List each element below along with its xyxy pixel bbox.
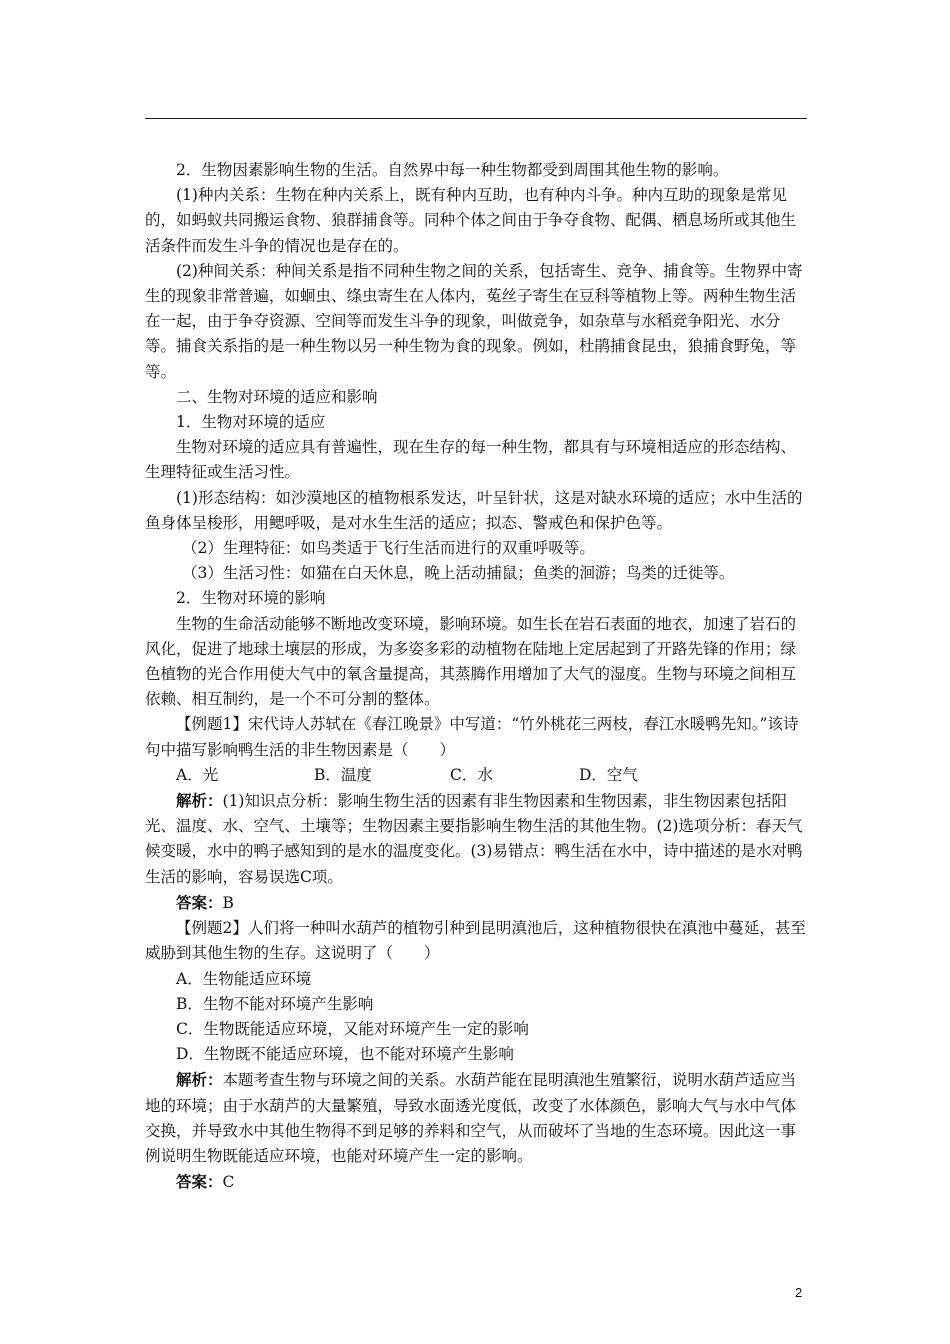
paragraph-adaptation: 生物对环境的适应具有普遍性，现在生存的每一种生物，都具有与环境相适应的形态结构、生理特征或生活习性。	[145, 438, 797, 482]
example2-analysis-label: 解析：	[176, 1070, 223, 1090]
example1-analysis-label: 解析：	[176, 791, 223, 811]
example2-option-d: D．生物既不能适应环境，也不能对环境产生影响	[176, 1045, 514, 1064]
paragraph-intraspecific: (1)种内关系：生物在种内关系上，既有种内互助，也有种内斗争。种内互助的现象是常见的，如蚂蚁共同搬运食物、狼群捕食等。同种个体之间由于争夺食物、配偶、栖息场所或其他生活条件而发生斗争的情况也是存在的。	[145, 186, 797, 255]
example2-option-a: A．生物能适应环境	[176, 969, 312, 988]
example2-option-b: B．生物不能对环境产生影响	[176, 994, 374, 1013]
example1-option-c: C．水	[450, 765, 493, 784]
example1-answer-label: 答案：	[176, 892, 223, 912]
example1-options	[145, 763, 810, 788]
paragraph-habits: （3）生活习性：如猫在白天休息，晚上活动捕鼠；鱼类的洄游；鸟类的迁徙等。	[182, 564, 735, 583]
paragraph-influence: 生物的生命活动能够不断地改变环境，影响环境。如生长在岩石表面的地衣，加速了岩石的风化，促进了地球土壤层的形成，为多姿多彩的动植物在陆地上定居起到了开路先锋的作用；绿色植物的光合作用使大气中的氧含量提高，其蒸腾作用增加了大气的湿度。生物与环境之间相互依赖、相互制约，是一个不可分割的整体。	[145, 614, 797, 709]
example2-answer-label: 答案：	[176, 1172, 223, 1192]
example2-question	[145, 916, 810, 966]
example2-analysis	[145, 1067, 810, 1169]
subheading-adaptation: 1．生物对环境的适应	[176, 413, 326, 432]
paragraph-morphology: (1)形态结构：如沙漠地区的植物根系发达，叶呈针状，这是对缺水环境的适应；水中生活的鱼身体呈梭形，用鳃呼吸，是对水生生活的适应；拟态、警戒色和保护色等。	[145, 488, 803, 532]
header-rule	[145, 118, 807, 119]
paragraph-physiology: （2）生理特征：如鸟类适于飞行生活而进行的双重呼吸等。	[182, 539, 595, 558]
example2-label: 【例题2】	[176, 919, 248, 938]
example1-option-b: B．温度	[314, 765, 372, 784]
example2-option-c: C．生物既能适应环境，又能对环境产生一定的影响	[176, 1019, 529, 1038]
section-heading-adaptation: 二、生物对环境的适应和影响	[176, 387, 378, 406]
example2-analysis-text: 本题考查生物与环境之间的关系。水葫芦能在昆明滇池生殖繁衍，说明水葫芦适应当地的环境；由于水葫芦的大量繁殖，导致水面透光度低，改变了水体颜色，影响大气与水中气体交换，并导致水中其他生物得不到足够的养料和空气，从而破坏了当地的生态环境。因此这一事例说明生物既能适应环境，也能对环境产生一定的影响。	[145, 1071, 797, 1165]
example1-text: 宋代诗人苏轼在《春江晚景》中写道：“竹外桃花三两枝，春江水暖鸭先知。”该诗句中描写影响鸭生活的非生物因素是（ ）	[145, 715, 799, 759]
example2-text: 人们将一种叫水葫芦的植物引种到昆明滇池后，这种植物很快在滇池中蔓延，甚至威胁到其他生物的生存。这说明了（ ）	[145, 919, 806, 963]
example2-answer	[145, 1169, 810, 1195]
example1-analysis-text: (1)知识点分析：影响生物生活的因素有非生物因素和生物因素，非生物因素包括阳光、温度、水、空气、土壤等；生物因素主要指影响生物生活的其他生物。(2)选项分析：春天气候变暖，水中的鸭子感知到的是水的温度变化。(3)易错点：鸭生活在水中，诗中描述的是水对鸭生活的影响，容易误选C项。	[145, 792, 803, 886]
example1-option-a: A．光	[176, 765, 219, 784]
example1-label: 【例题1】	[176, 715, 248, 734]
page-number: 2	[795, 1285, 803, 1300]
example1-analysis	[145, 788, 810, 890]
example1-question	[145, 712, 810, 762]
example1-answer	[145, 890, 810, 916]
document-body	[145, 158, 810, 1195]
example1-option-d: D．空气	[579, 765, 638, 784]
paragraph-interspecific: (2)种间关系：种间关系是指不同种生物之间的关系，包括寄生、竞争、捕食等。生物界中寄生的现象非常普遍，如蛔虫、绦虫寄生在人体内，菟丝子寄生在豆科等植物上等。两种生物生活在一起，由于争夺资源、空间等而发生斗争的现象，叫做竞争，如杂草与水稻竞争阳光、水分等。捕食关系指的是一种生物以另一种生物为食的现象。例如，杜鹃捕食昆虫，狼捕食野兔，等等。	[145, 261, 803, 381]
paragraph-biotic-factors: 2．生物因素影响生物的生活。自然界中每一种生物都受到周围其他生物的影响。	[176, 161, 729, 179]
example1-answer-value: B	[222, 893, 234, 912]
subheading-influence: 2．生物对环境的影响	[176, 589, 326, 608]
example2-answer-value: C	[222, 1173, 235, 1192]
